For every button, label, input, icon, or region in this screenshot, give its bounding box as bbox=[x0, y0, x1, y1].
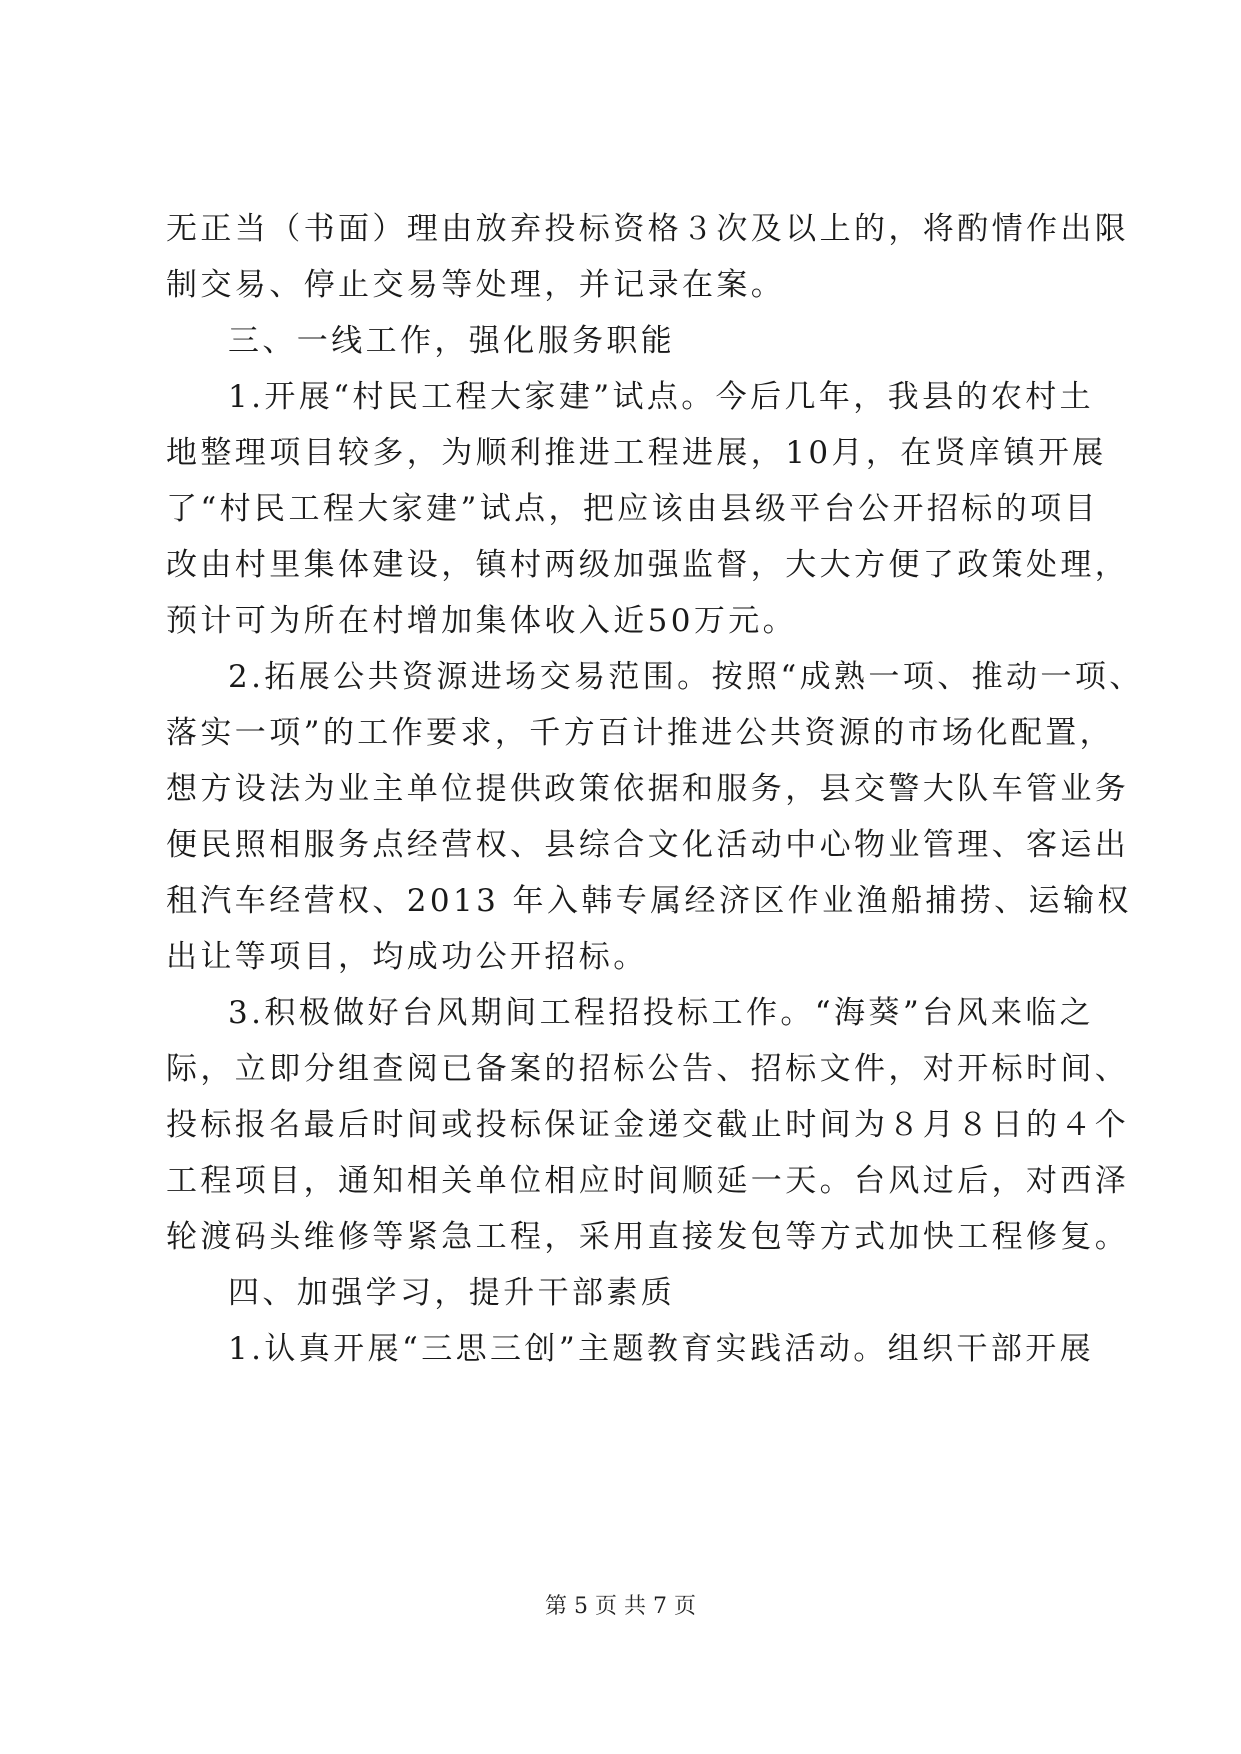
section-heading: 四、加强学习，提升干部素质 bbox=[228, 1275, 676, 1311]
body-text-line: 1.认真开展“三思三创”主题教育实践活动。组织干部开展 bbox=[228, 1331, 1095, 1367]
body-text-line: 改由村里集体建设，镇村两级加强监督，大大方便了政策处理， bbox=[166, 547, 1130, 583]
body-text-line: 制交易、停止交易等处理，并记录在案。 bbox=[166, 267, 786, 303]
body-text-line: 便民照相服务点经营权、县综合文化活动中心物业管理、客运出 bbox=[166, 827, 1130, 863]
body-text-line: 1.开展“村民工程大家建”试点。今后几年，我县的农村土 bbox=[228, 379, 1095, 415]
body-text-line: 2.拓展公共资源进场交易范围。按照“成熟一项、推动一项、 bbox=[228, 659, 1144, 695]
body-text-line: 地整理项目较多，为顺利推进工程进展，10月，在贤庠镇开展 bbox=[166, 435, 1107, 471]
body-text-line: 3.积极做好台风期间工程招投标工作。“海葵”台风来临之 bbox=[228, 995, 1095, 1031]
body-text-line: 落实一项”的工作要求，千方百计推进公共资源的市场化配置， bbox=[166, 715, 1115, 751]
body-text-line: 工程项目，通知相关单位相应时间顺延一天。台风过后，对西泽 bbox=[166, 1163, 1130, 1199]
body-text-line: 际，立即分组查阅已备案的招标公告、招标文件，对开标时间、 bbox=[166, 1051, 1130, 1087]
body-text-line: 预计可为所在村增加集体收入近50万元。 bbox=[166, 603, 798, 639]
section-heading: 三、一线工作，强化服务职能 bbox=[228, 323, 676, 359]
body-text-line: 想方设法为业主单位提供政策依据和服务，县交警大队车管业务 bbox=[166, 771, 1130, 807]
body-text-line: 出让等项目，均成功公开招标。 bbox=[166, 939, 648, 975]
body-text-line: 了“村民工程大家建”试点，把应该由县级平台公开招标的项目 bbox=[166, 491, 1099, 527]
body-text-line: 无正当（书面）理由放弃投标资格３次及以上的，将酌情作出限 bbox=[166, 211, 1130, 247]
page-number-footer: 第 5 页 共 7 页 bbox=[545, 1594, 696, 1619]
body-text-line: 轮渡码头维修等紧急工程，采用直接发包等方式加快工程修复。 bbox=[166, 1219, 1130, 1255]
body-text-line: 租汽车经营权、2013 年入韩专属经济区作业渔船捕捞、运输权 bbox=[166, 883, 1132, 919]
body-text-line: 投标报名最后时间或投标保证金递交截止时间为８月８日的４个 bbox=[166, 1107, 1130, 1143]
